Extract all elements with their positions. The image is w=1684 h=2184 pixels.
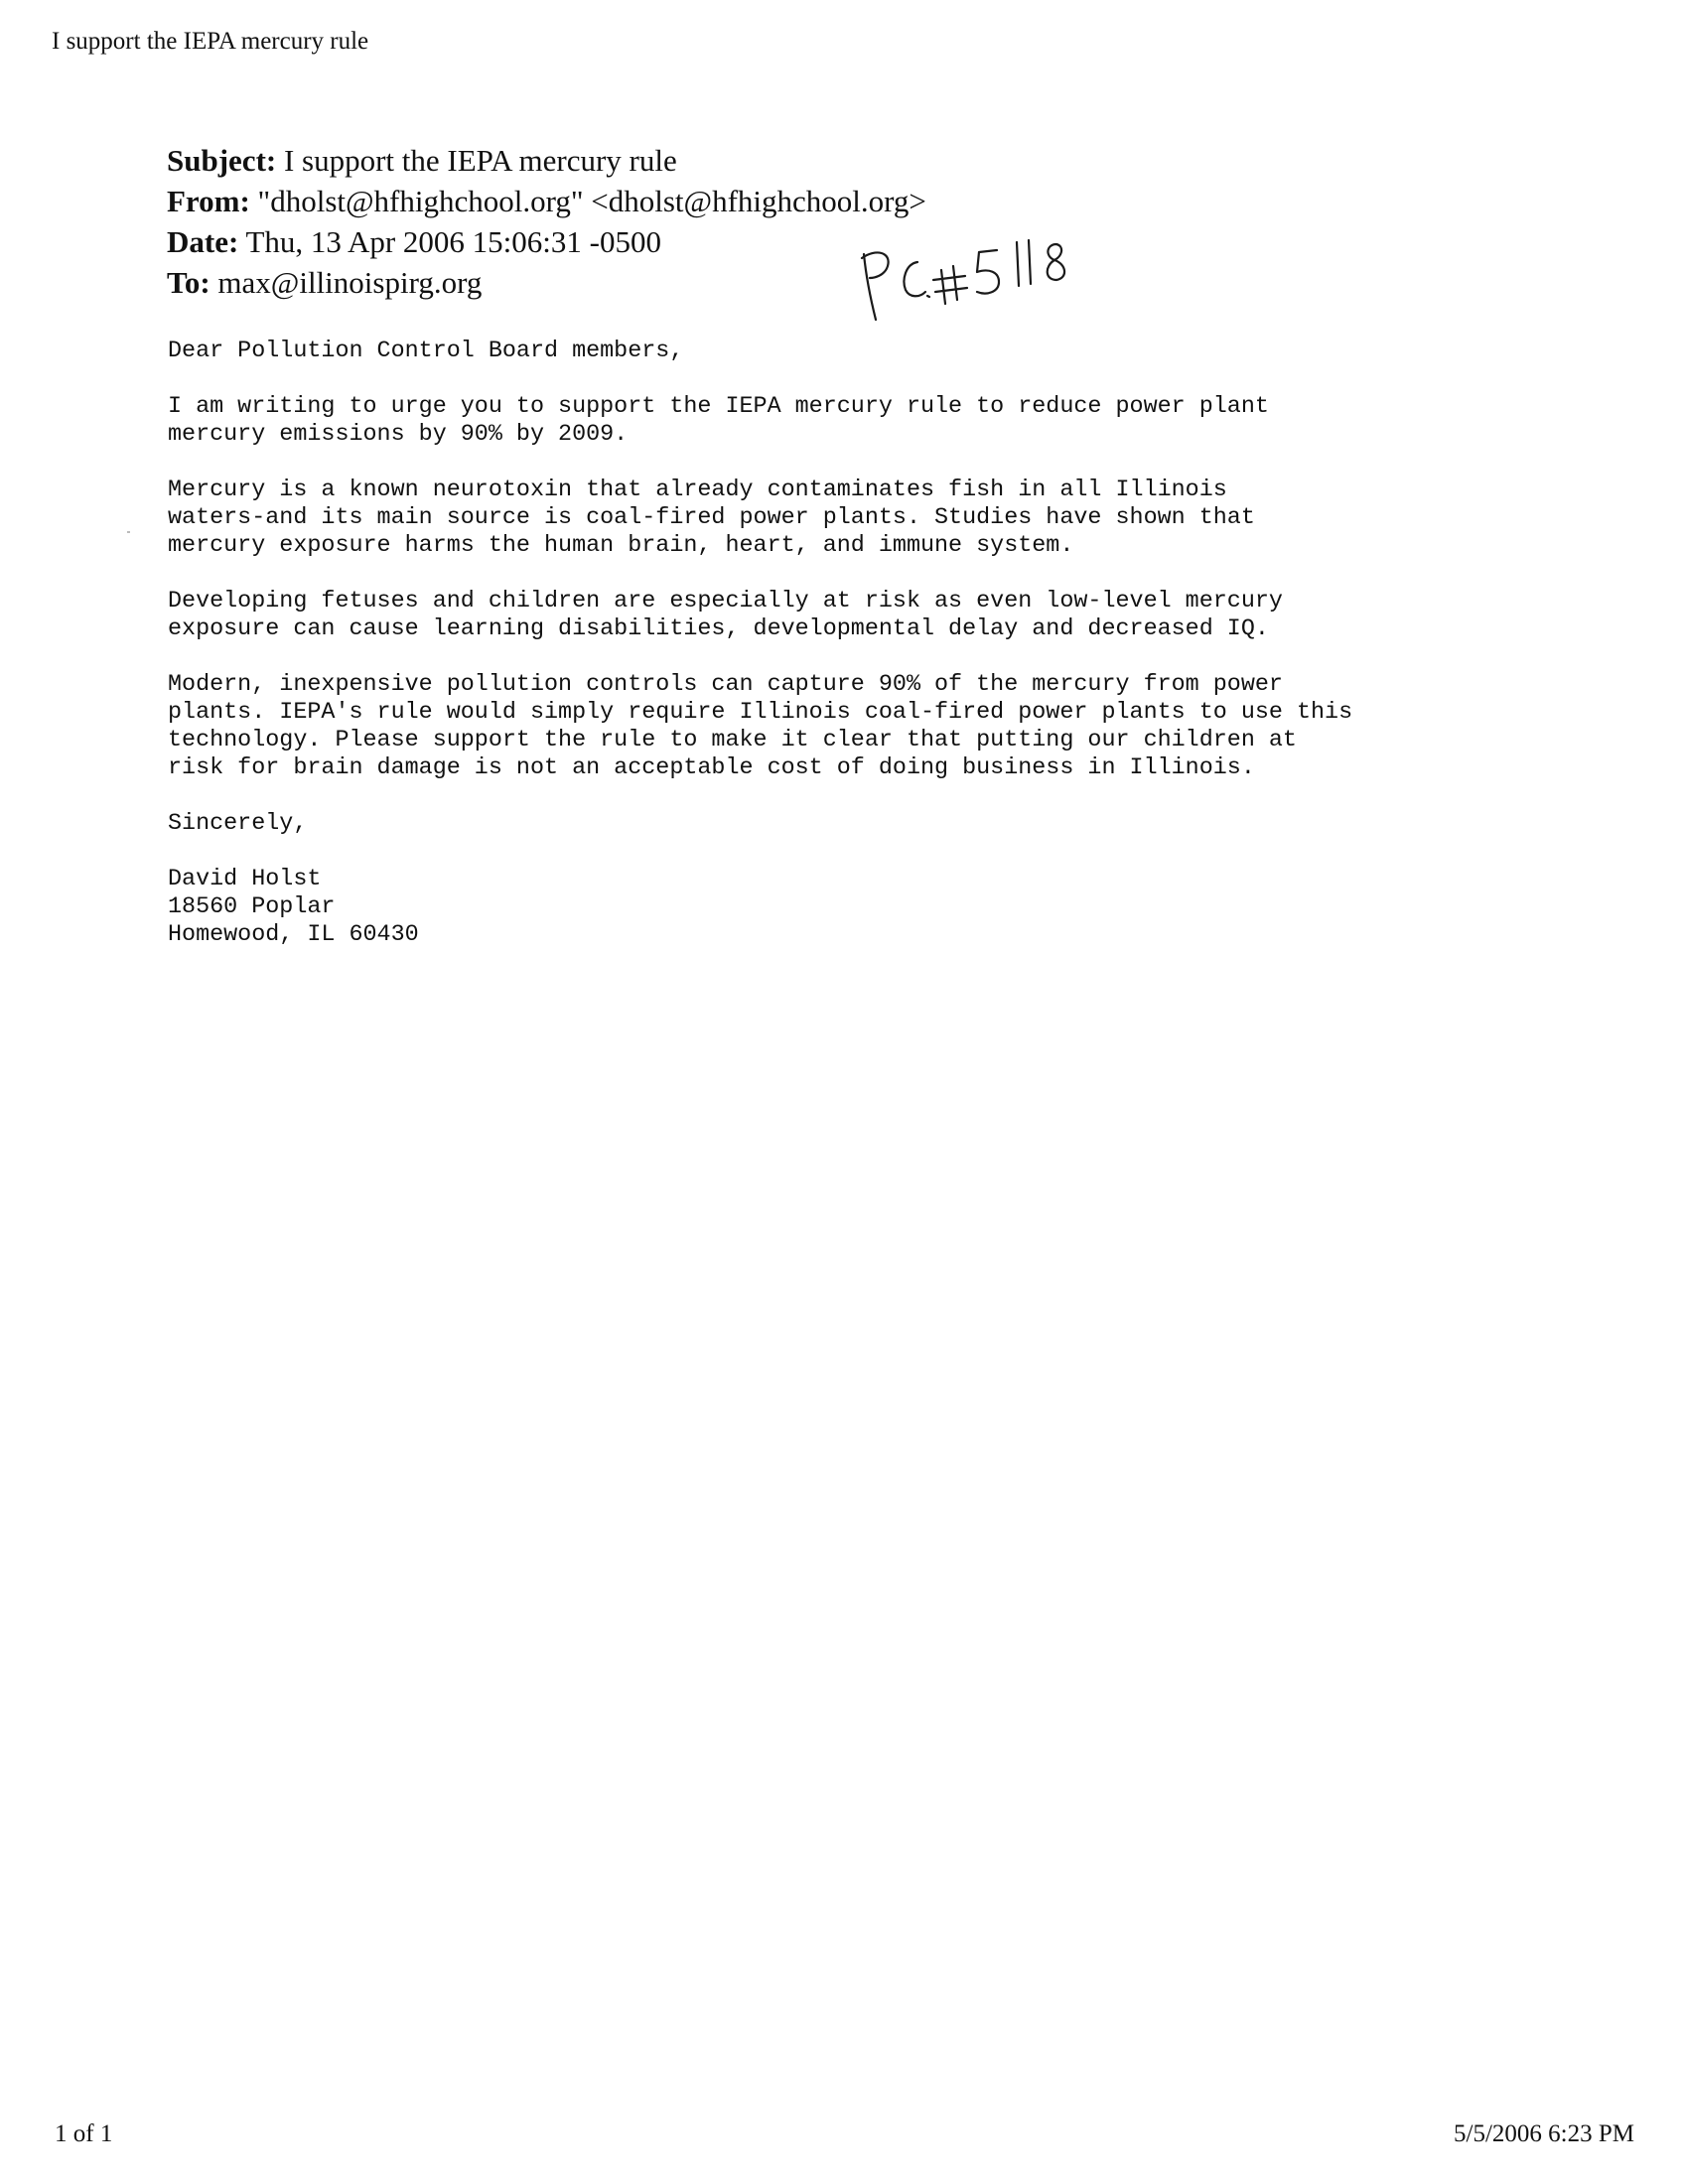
email-body <box>168 338 1578 949</box>
closing: Sincerely, <box>168 811 308 837</box>
text-line: exposure can cause learning disabilities, developmental delay and decreased IQ. <box>168 616 1269 642</box>
text-line: risk for brain damage is not an acceptable cost of doing business in Illinois. <box>168 755 1255 781</box>
text-line: Mercury is a known neurotoxin that already contaminates fish in all Illinois <box>168 478 1227 503</box>
to-value: max@illinoispirg.org <box>217 265 483 300</box>
from-label: From: <box>167 184 250 218</box>
page-number: 1 of 1 <box>55 2120 113 2147</box>
to-row <box>167 262 926 303</box>
text-line: mercury emissions by 90% by 2009. <box>168 422 629 448</box>
from-value: "dholst@hfhighchool.org" <dholst@hfhighchool.org> <box>257 184 926 218</box>
text-line: Developing fetuses and children are especially at risk as even low-level mercury <box>168 589 1283 614</box>
handwritten-pc-number-drawing <box>850 234 1088 334</box>
running-header-title: I support the IEPA mercury rule <box>52 28 369 55</box>
text-line: plants. IEPA's rule would simply require Illinois coal-fired power plants to use this <box>168 700 1353 726</box>
signature-street: 18560 Poplar <box>168 894 336 920</box>
body-paragraph-1 <box>168 393 1578 449</box>
handwritten-pc-number <box>850 234 1088 334</box>
date-value: Thu, 13 Apr 2006 15:06:31 -0500 <box>245 224 661 259</box>
signature-name: David Holst <box>168 867 322 892</box>
text-line: mercury exposure harms the human brain, heart, and immune system. <box>168 533 1074 559</box>
date-row <box>167 221 926 262</box>
subject-label: Subject: <box>167 143 277 178</box>
text-line: I am writing to urge you to support the IEPA mercury rule to reduce power plant <box>168 394 1269 420</box>
print-timestamp: 5/5/2006 6:23 PM <box>1454 2120 1634 2147</box>
subject-row <box>167 140 926 181</box>
text-line: Modern, inexpensive pollution controls can capture 90% of the mercury from power <box>168 672 1283 698</box>
greeting: Dear Pollution Control Board members, <box>168 339 684 364</box>
email-headers <box>167 140 926 303</box>
scan-speck <box>127 531 130 533</box>
subject-value: I support the IEPA mercury rule <box>283 143 677 178</box>
text-line: waters-and its main source is coal-fired power plants. Studies have shown that <box>168 505 1255 531</box>
body-paragraph-4 <box>168 671 1578 782</box>
signature-block <box>168 866 1578 949</box>
to-label: To: <box>167 265 210 300</box>
body-paragraph-3 <box>168 588 1578 643</box>
body-paragraph-2 <box>168 477 1578 560</box>
from-row <box>167 181 926 221</box>
text-line: technology. Please support the rule to make it clear that putting our children at <box>168 728 1297 753</box>
date-label: Date: <box>167 224 239 259</box>
signature-city: Homewood, IL 60430 <box>168 922 419 948</box>
